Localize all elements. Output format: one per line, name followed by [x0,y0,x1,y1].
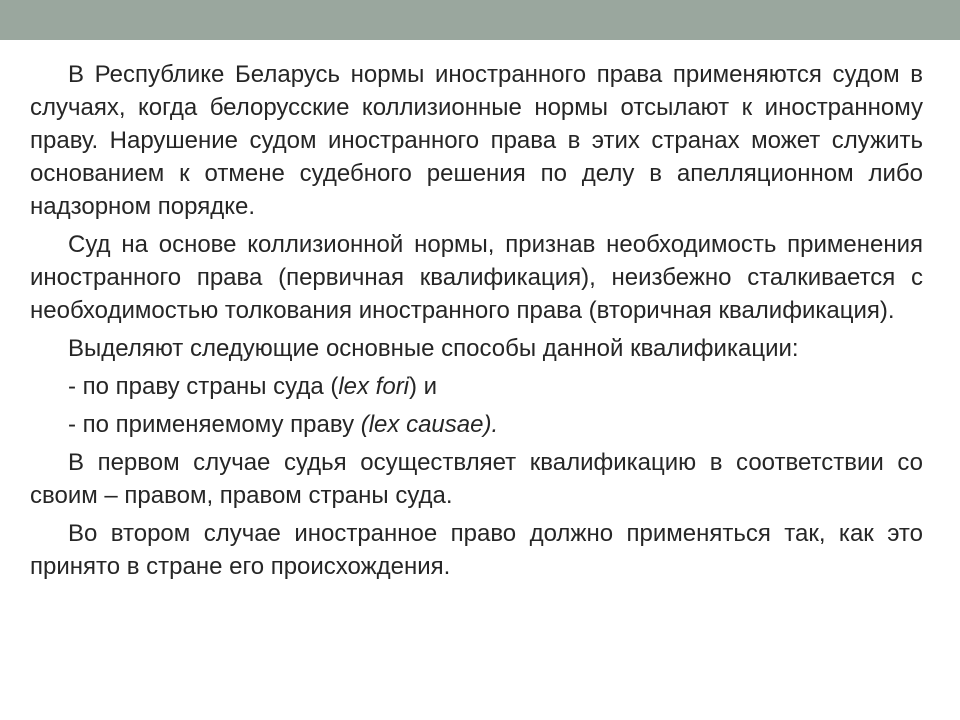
list-item-lex-causae [30,408,923,441]
list-item-lex-fori-prefix: - по праву страны суда ( [68,373,339,400]
list-item-lex-fori-term: lex fori [338,373,410,400]
list-item-lex-causae-term: (lex causae). [360,411,499,438]
list-item-lex-causae-prefix: - по применяемому праву [68,411,361,438]
paragraph-belarus-rules: В Республике Беларусь нормы иностранного права применяются судом в случаях, когда белорусские коллизионные нормы отсылают к иностранному праву. Нарушение судом иностранного права в этих странах может служить основанием к отмене судебного решения по делу в апелляционном либо надзорном порядке. [30,61,923,220]
paragraph-methods-intro: Выделяют следующие основные способы данной квалификации: [68,335,799,362]
paragraph-court-qualification: Суд на основе коллизионной нормы, признав необходимость применения иностранного права (первичная квалификация), неизбежно сталкивается с необходимостью толкования иностранного права (вторичная квалификация). [30,231,923,324]
slide-body [30,58,923,588]
list-item-lex-fori-suffix: ) и [409,373,438,400]
paragraph-first-case: В первом случае судья осуществляет квалификацию в соответствии со своим – правом, правом страны суда. [30,449,923,509]
top-bar [0,0,960,40]
paragraph-second-case: Во втором случае иностранное право должно применяться так, как это принято в стране его происхождения. [30,520,923,580]
list-item-lex-fori [30,370,923,403]
